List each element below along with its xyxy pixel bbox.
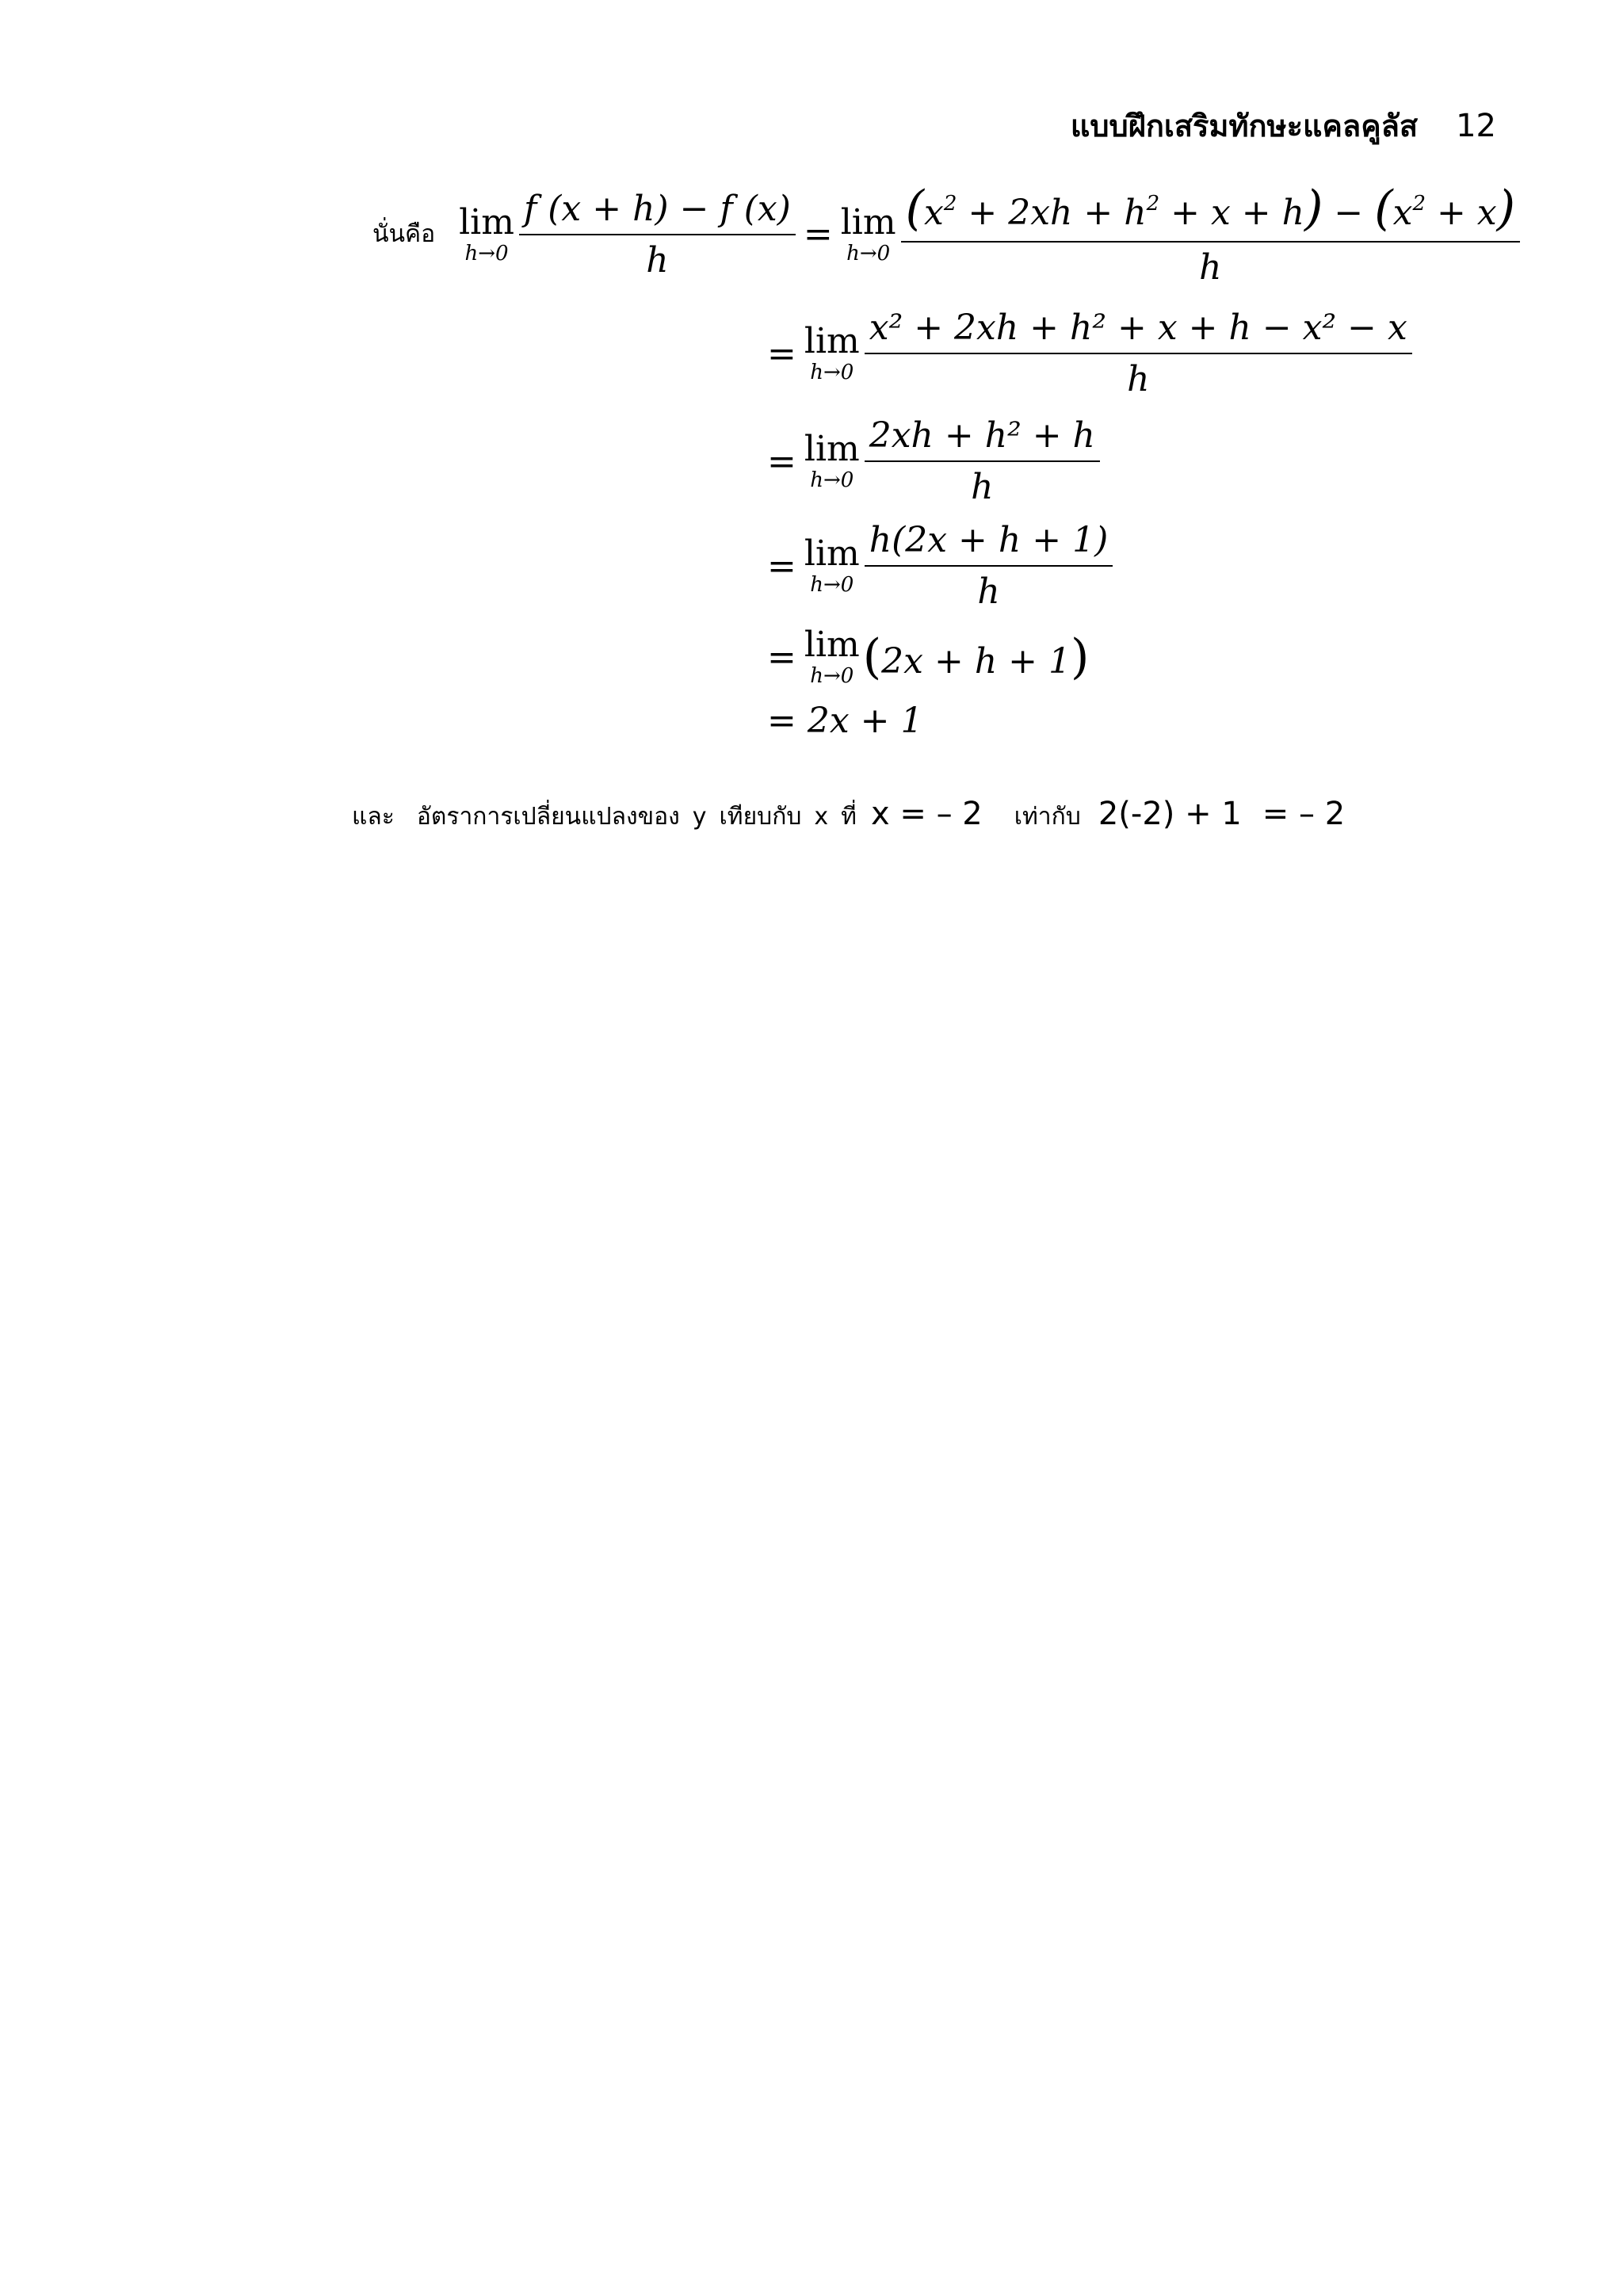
limit-operator: lim h→0 (804, 533, 860, 597)
derivation-row-4: = lim h→0 $\frac{h(2x + h + 1)}{h}$ (767, 520, 1113, 612)
cancelled-expression: (2x + h + 1) (862, 629, 1090, 685)
derivation-result: = 2x + 1 (767, 701, 923, 741)
limit-operator: lim h→0 (840, 201, 896, 266)
limit-operator: lim h→0 (804, 429, 860, 492)
reduced-quotient: $\frac{\text{2xh + h² + h}}{h}$ (865, 415, 1100, 507)
derivation-row-1 (372, 181, 1520, 288)
limit-operator: lim h→0 (459, 201, 514, 266)
factored-quotient: $\frac{h(2x + h + 1)}{h}$ (865, 520, 1113, 612)
page-number: 12 (1456, 107, 1496, 144)
limit-operator: lim h→0 (804, 321, 860, 384)
derivation-row-5: = lim h→0 (2x + h + 1) (767, 625, 1090, 688)
limit-operator: lim h→0 (804, 625, 860, 688)
difference-quotient: $\frac{f (x + h) - f (x)}{h}$ (519, 189, 796, 281)
simplified-quotient: $\frac{\text{x² + 2xh + h² + x + h − x² − x}}{h}$ (865, 308, 1412, 399)
expanded-quotient: $\frac{(x^2 + 2xh + h^2 + x + h) - (x^2 + x)}{h}$ (901, 181, 1521, 288)
conclusion-sentence: และ อัตราการเปลี่ยนแปลงของ y เทียบกับ x ที่ x = – 2 เท่ากับ 2(-2) + 1 = – 2 (352, 796, 1346, 832)
derivation-row-3: = lim h→0 $\frac{\text{2xh + h² + h}}{h}$ (767, 415, 1100, 507)
equals-sign: = (803, 214, 833, 254)
intro-text: นั่นคือ (372, 220, 436, 248)
page-header (1071, 101, 1496, 150)
derivation-row-2: = lim h→0 $\frac{\text{x² + 2xh + h² + x + h − x² − x}}{h}$ (767, 308, 1412, 399)
header-title: แบบฝึกเสริมทักษะแคลคูลัส (1070, 109, 1419, 143)
